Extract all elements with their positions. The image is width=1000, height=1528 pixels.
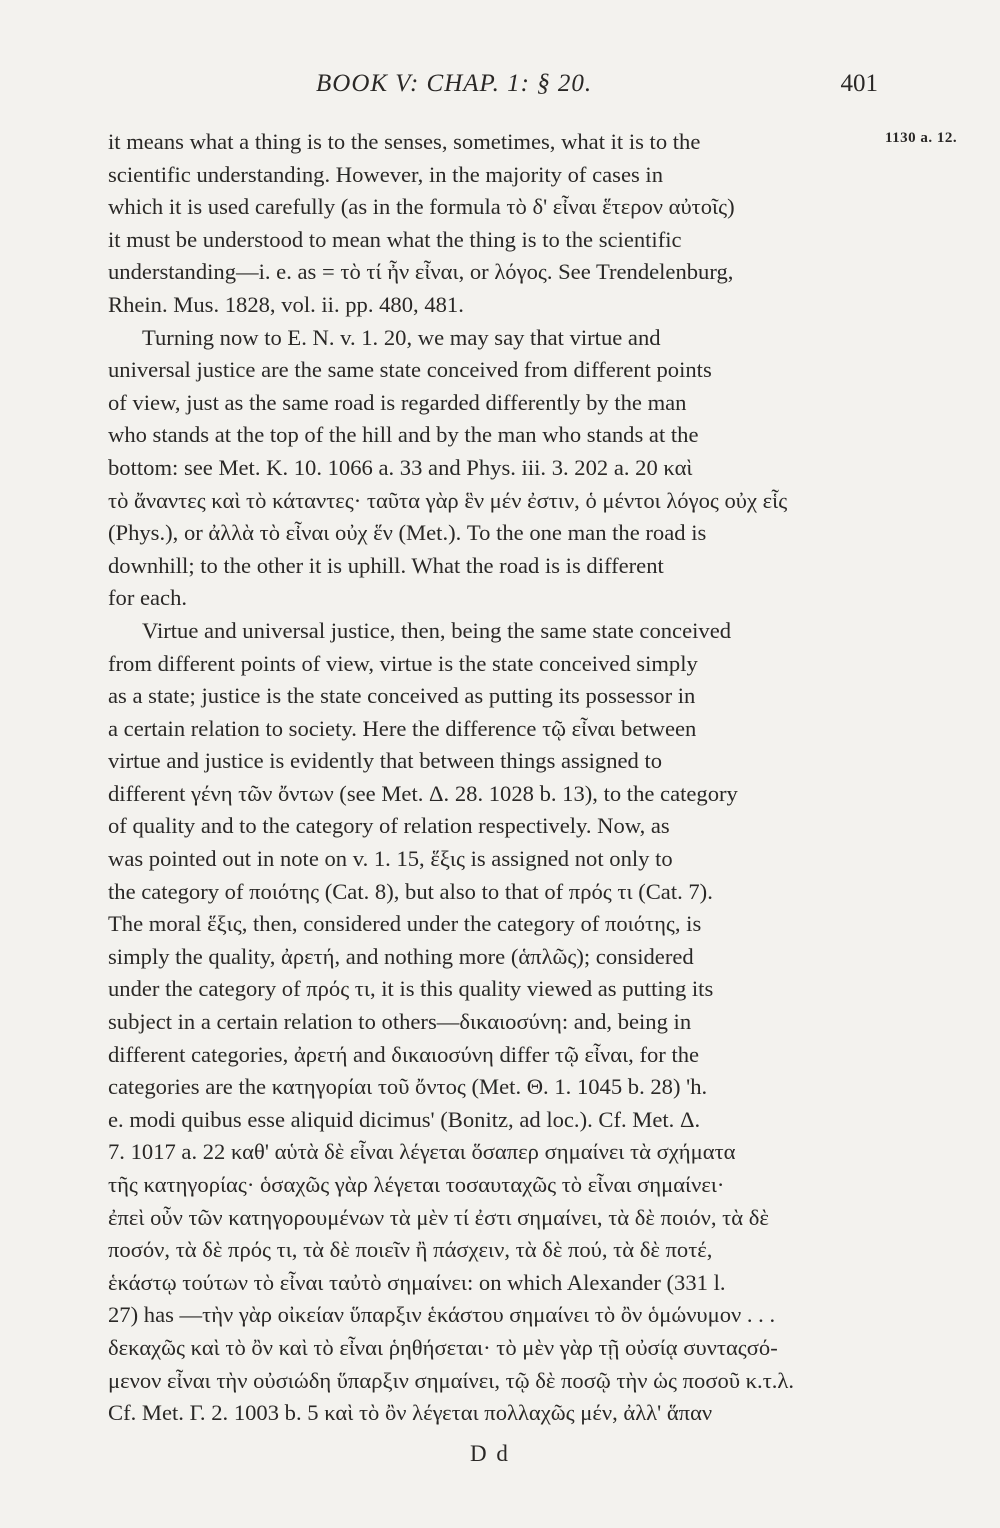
text-line: understanding—i. e. as = τὸ τί ἦν εἶναι, or λόγος. See Trendelenburg, — [108, 259, 734, 285]
text-line: it means what a thing is to the senses, sometimes, what it is to the — [108, 129, 701, 154]
text-line: Rhein. Mus. 1828, vol. ii. pp. 480, 481. — [108, 291, 464, 317]
text-line: δεκαχῶς καὶ τὸ ὂν καὶ τὸ εἶναι ῥηθήσεται· τὸ μὲν γὰρ τῇ οὐσίᾳ συνταςσό- — [108, 1334, 778, 1360]
text-line: τῆς κατηγορίας· ὁσαχῶς γὰρ λέγεται τοσαυταχῶς τὸ εἶναι σημαίνει· — [108, 1172, 725, 1197]
text-line: The moral ἕξις, then, considered under the category of ποιότης, is — [108, 911, 702, 937]
text-line: ἑκάστῳ τούτων τὸ εἶναι ταὐτὸ σημαίνει: on which Alexander (331 l. — [108, 1269, 726, 1295]
running-title: BOOK V: CHAP. 1: § 20. — [316, 70, 593, 97]
text-line: ἐπεὶ οὖν τῶν κατηγορουμένων τὰ μὲν τί ἐστι σημαίνει, τὰ δὲ ποιόν, τὰ δὲ — [108, 1204, 769, 1230]
text-line: which it is used carefully (as in the formula τὸ δ' εἶναι ἕτερον αὐτοῖς) — [108, 194, 735, 220]
text-line: a certain relation to society. Here the difference τῷ εἶναι between — [108, 715, 697, 741]
text-line: categories are the κατηγορίαι τοῦ ὄντος (Met. Θ. 1. 1045 b. 28) 'h. — [108, 1074, 708, 1100]
text-line: virtue and justice is evidently that between things assigned to — [108, 748, 663, 774]
text-line: 7. 1017 a. 22 καθ' αὑτὰ δὲ εἶναι λέγεται ὅσαπερ σημαίνει τὰ σχήματα — [108, 1139, 736, 1165]
text-line: of view, just as the same road is regarded differently by the man — [108, 389, 687, 415]
text-line: from different points of view, virtue is the state conceived simply — [108, 650, 698, 676]
text-line: 27) has —τὴν γὰρ οἰκείαν ὕπαρξιν ἑκάστου σημαίνει τὸ ὂν ὁμώνυμον . . . — [108, 1302, 776, 1328]
text-line: ποσόν, τὰ δὲ πρός τι, τὰ δὲ ποιεῖν ἢ πάσχειν, τὰ δὲ πού, τὰ δὲ ποτέ, — [108, 1237, 713, 1263]
signature-mark: D d — [470, 1441, 510, 1466]
page-number: 401 — [840, 70, 878, 97]
text-line: Turning now to E. N. v. 1. 20, we may say that virtue and — [142, 324, 661, 350]
text-line: it must be understood to mean what the thing is to the scientific — [108, 226, 682, 252]
text-line: subject in a certain relation to others—δικαιοσύνη: and, being in — [108, 1009, 692, 1035]
text-line: τὸ ἄναντες καὶ τὸ κάταντες· ταῦτα γὰρ ἓν μέν ἐστιν, ὁ μέντοι λόγος οὐχ εἷς — [108, 487, 788, 513]
text-line: the category of ποιότης (Cat. 8), but also to that of πρός τι (Cat. 7). — [108, 878, 713, 904]
text-line: as a state; justice is the state conceived as putting its possessor in — [108, 683, 696, 709]
running-head — [108, 70, 878, 104]
text-line: scientific understanding. However, in the majority of cases in — [108, 161, 663, 187]
text-line: (Phys.), or ἀλλὰ τὸ εἶναι οὐχ ἕν (Met.). To the one man the road is — [108, 520, 707, 546]
text-line: for each. — [108, 585, 188, 611]
text-line: who stands at the top of the hill and by the man who stands at the — [108, 422, 699, 448]
text-line: Virtue and universal justice, then, being the same state conceived — [142, 617, 732, 643]
text-line: e. modi quibus esse aliquid dicimus' (Bonitz, ad loc.). Cf. Met. Δ. — [108, 1106, 701, 1132]
margin-reference: 1130 a. 12. — [885, 130, 958, 146]
text-line: different γένη τῶν ὄντων (see Met. Δ. 28. 1028 b. 13), to the category — [108, 780, 738, 806]
text-line: downhill; to the other it is uphill. What the road is is different — [108, 552, 664, 578]
text-line: under the category of πρός τι, it is this quality viewed as putting its — [108, 976, 714, 1002]
text-line: μενον εἶναι τὴν οὐσιώδη ὕπαρξιν σημαίνει, τῷ δὲ ποσῷ τὴν ὡς ποσοῦ κ.τ.λ. — [108, 1367, 795, 1393]
text-line: universal justice are the same state conceived from different points — [108, 357, 712, 383]
text-line: bottom: see Met. K. 10. 1066 a. 33 and Phys. iii. 3. 202 a. 20 καὶ — [108, 454, 693, 480]
text-line: of quality and to the category of relation respectively. Now, as — [108, 813, 670, 839]
text-line: simply the quality, ἀρετή, and nothing more (ἁπλῶς); considered — [108, 943, 694, 969]
text-line: was pointed out in note on v. 1. 15, ἕξις is assigned not only to — [108, 846, 673, 872]
text-line: Cf. Met. Γ. 2. 1003 b. 5 καὶ τὸ ὂν λέγεται πολλαχῶς μέν, ἀλλ' ἅπαν — [108, 1400, 713, 1426]
text-line: different categories, ἀρετή and δικαιοσύνη differ τῷ εἶναι, for the — [108, 1041, 700, 1067]
body-text — [108, 126, 875, 1430]
